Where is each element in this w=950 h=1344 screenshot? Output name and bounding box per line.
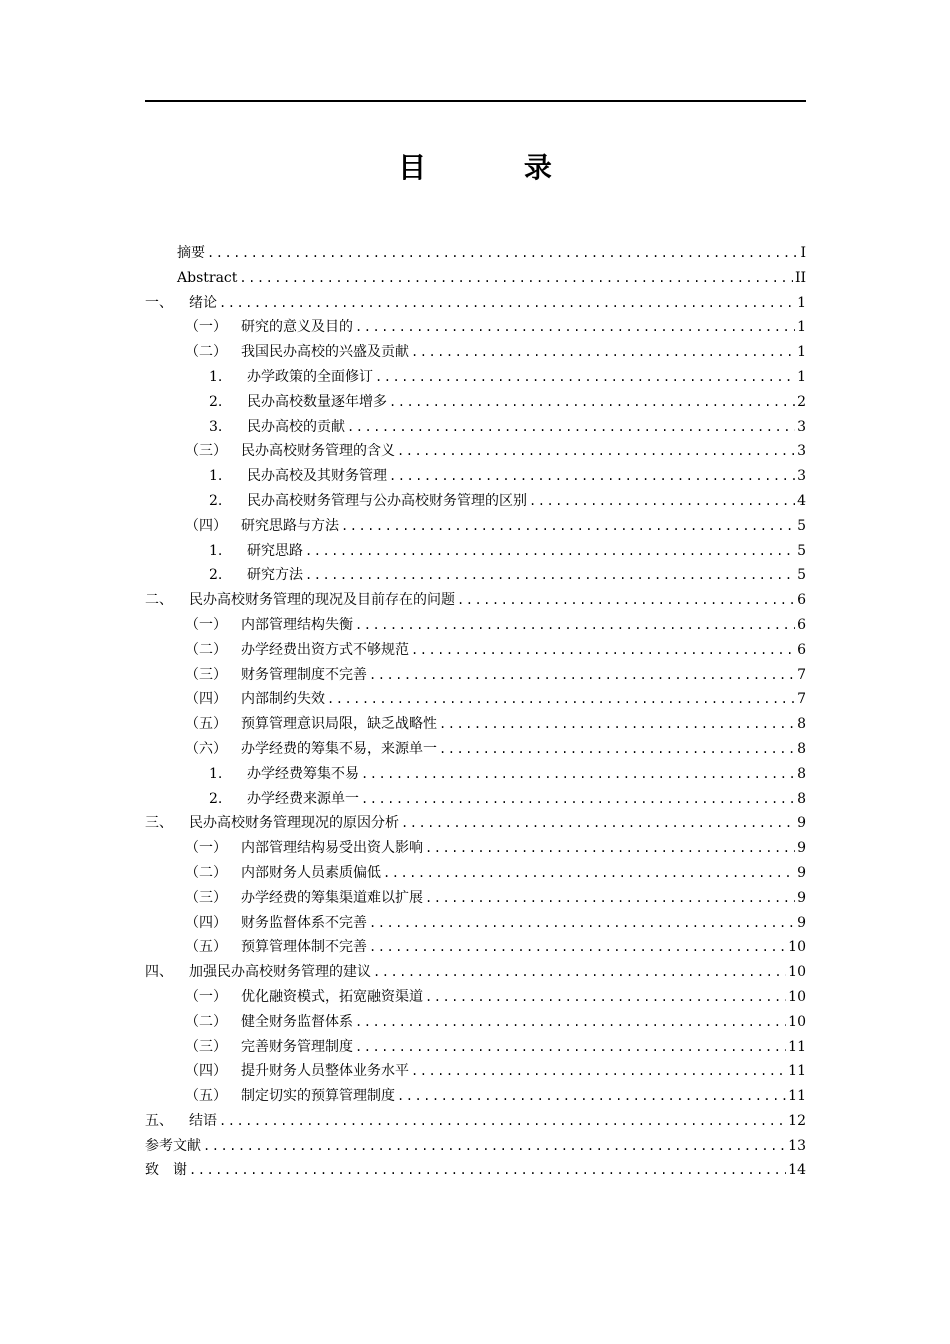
toc-entry[interactable] [145, 1059, 806, 1084]
toc-entry-label [145, 960, 371, 985]
toc-entry-number: 1. [209, 368, 223, 385]
toc-dot-leader [369, 935, 786, 960]
toc-entry[interactable] [145, 365, 806, 390]
toc-entry[interactable] [145, 315, 806, 340]
toc-dot-leader [383, 861, 795, 886]
toc-entry-number: 2. [209, 393, 223, 410]
toc-entry-text: 办学经费的筹集不易，来源单一 [241, 740, 437, 757]
toc-dot-leader [347, 415, 795, 440]
toc-entry-page: 12 [788, 1112, 806, 1129]
toc-entry-text: 我国民办高校的兴盛及贡献 [241, 344, 409, 361]
toc-dot-leader [341, 514, 795, 539]
toc-entry[interactable] [145, 762, 806, 787]
toc-entry-number: 五、 [145, 1112, 173, 1129]
toc-entry-page: 14 [788, 1162, 806, 1179]
toc-entry-page: 3 [797, 443, 806, 460]
toc-entry-text: 民办高校财务管理现况的原因分析 [189, 815, 399, 832]
toc-entry-label [185, 1010, 353, 1035]
toc-entry-page: 4 [797, 492, 806, 509]
toc-entry-label [145, 291, 217, 316]
toc-entry-number: （四） [185, 914, 227, 931]
toc-dot-leader [239, 266, 793, 291]
toc-entry-label [185, 315, 353, 340]
toc-dot-leader [411, 638, 795, 663]
toc-entry-page: 10 [788, 1013, 806, 1030]
toc-entry-page: 2 [797, 393, 806, 410]
toc-entry-number: （二） [185, 344, 227, 361]
toc-entry-text: 致 谢 [145, 1162, 187, 1179]
toc-dot-leader [439, 737, 795, 762]
toc-entry-text: 摘要 [177, 245, 205, 261]
toc-entry-text: 参考文献 [145, 1137, 201, 1154]
toc-dot-leader [355, 315, 795, 340]
toc-entry[interactable] [145, 588, 806, 613]
toc-entry-text: 办学政策的全面修订 [247, 368, 373, 385]
toc-entry-number: （一） [185, 988, 227, 1005]
toc-entry-number: （三） [185, 889, 227, 906]
toc-entry[interactable] [145, 811, 806, 836]
toc-entry-text: 办学经费出资方式不够规范 [241, 641, 409, 658]
toc-entry-text: 财务监督体系不完善 [241, 914, 367, 931]
toc-dot-leader [327, 687, 795, 712]
toc-entry[interactable] [145, 539, 806, 564]
toc-entry-label [185, 638, 409, 663]
toc-entry-text: 研究的意义及目的 [241, 319, 353, 336]
toc-entry-text: 完善财务管理制度 [241, 1038, 353, 1055]
toc-entry-label [209, 563, 303, 588]
toc-entry[interactable] [145, 266, 806, 291]
toc-entry-page: I [800, 245, 806, 261]
toc-dot-leader [439, 712, 795, 737]
toc-entry[interactable] [145, 911, 806, 936]
toc-entry-label [185, 1084, 395, 1109]
toc-entry[interactable] [145, 489, 806, 514]
toc-entry-number: 二、 [145, 592, 173, 609]
toc-entry-page: 10 [788, 988, 806, 1005]
toc-entry-label [209, 489, 527, 514]
toc-entry-label [185, 861, 381, 886]
toc-entry-label [209, 464, 387, 489]
toc-entry-page: 10 [788, 964, 806, 981]
toc-entry-page: 9 [797, 864, 806, 881]
toc-entry-number: （五） [185, 716, 227, 733]
toc-dot-leader [207, 241, 798, 266]
toc-entry-label [145, 811, 399, 836]
toc-dot-leader [373, 960, 786, 985]
toc-entry-number: （六） [185, 740, 227, 757]
toc-entry[interactable] [145, 415, 806, 440]
toc-entry-text: 加强民办高校财务管理的建议 [189, 964, 371, 981]
toc-entry-number: （四） [185, 691, 227, 708]
toc-entry-text: 研究思路与方法 [241, 517, 339, 534]
header-rule [145, 100, 806, 102]
toc-entry[interactable] [145, 439, 806, 464]
toc-entry[interactable] [145, 836, 806, 861]
toc-entry-page: 13 [788, 1137, 806, 1154]
toc-entry-page: 11 [788, 1063, 806, 1080]
toc-entry-text: 结语 [189, 1112, 217, 1129]
toc-entry-number: （五） [185, 939, 227, 956]
toc-entry-page: 1 [797, 368, 806, 385]
toc-entry-label [185, 935, 367, 960]
toc-entry-page: 9 [797, 840, 806, 857]
toc-entry-label [185, 1035, 353, 1060]
toc-entry-text: 预算管理体制不完善 [241, 939, 367, 956]
toc-entry-page: 7 [797, 691, 806, 708]
toc-dot-leader [219, 1109, 786, 1134]
toc-dot-leader [529, 489, 795, 514]
toc-entry[interactable] [145, 464, 806, 489]
toc-entry[interactable] [145, 935, 806, 960]
toc-entry-page: 11 [788, 1038, 806, 1055]
toc-dot-leader [425, 836, 795, 861]
toc-entry-number: （三） [185, 666, 227, 683]
toc-entry-label [145, 1109, 217, 1134]
toc-entry-number: （四） [185, 517, 227, 534]
toc-entry[interactable] [145, 712, 806, 737]
toc-entry[interactable] [145, 514, 806, 539]
toc-dot-leader [411, 1059, 786, 1084]
toc-entry-text: Abstract [177, 269, 238, 286]
toc-entry-number: 2. [209, 790, 223, 807]
toc-entry-label [209, 365, 373, 390]
toc-entry-page: 5 [797, 517, 806, 534]
toc-dot-leader [389, 464, 795, 489]
toc-entry-page: 1 [797, 319, 806, 336]
toc-entry[interactable] [145, 638, 806, 663]
toc-entry-page: 9 [797, 815, 806, 832]
toc-entry-label [177, 266, 237, 291]
toc-dot-leader [361, 762, 795, 787]
toc-entry-label [185, 340, 409, 365]
toc-entry-page: 8 [797, 765, 806, 782]
toc-entry-number: （四） [185, 1063, 227, 1080]
toc-entry-label [209, 415, 345, 440]
toc-entry-number: 1. [209, 542, 223, 559]
toc-dot-leader [361, 787, 795, 812]
toc-entry-number: 四、 [145, 964, 173, 981]
toc-dot-leader [189, 1158, 786, 1183]
toc-entry[interactable] [145, 340, 806, 365]
toc-entry-text: 绪论 [189, 294, 217, 311]
toc-entry-label [145, 1158, 187, 1183]
toc-entry-page: 11 [788, 1088, 806, 1105]
toc-entry[interactable] [145, 737, 806, 762]
toc-entry-page: 5 [797, 542, 806, 559]
toc-entry-label [209, 390, 387, 415]
toc-dot-leader [203, 1134, 786, 1159]
toc-entry-number: 1. [209, 765, 223, 782]
toc-entry-text: 办学经费来源单一 [247, 790, 359, 807]
toc-entry-page: 8 [797, 740, 806, 757]
toc-entry-label [145, 588, 455, 613]
toc-entry[interactable] [145, 687, 806, 712]
toc-entry-label [185, 663, 367, 688]
toc-entry-text: 办学经费筹集不易 [247, 765, 359, 782]
toc-dot-leader [389, 390, 795, 415]
toc-entry-text: 办学经费的筹集渠道难以扩展 [241, 889, 423, 906]
toc-entry-label [185, 886, 423, 911]
toc-dot-leader [305, 563, 795, 588]
toc-entry-text: 预算管理意识局限，缺乏战略性 [241, 716, 437, 733]
toc-entry[interactable] [145, 861, 806, 886]
toc-entry-text: 民办高校的贡献 [247, 418, 345, 435]
toc-dot-leader [369, 911, 795, 936]
toc-entry[interactable] [145, 613, 806, 638]
toc-entry-text: 财务管理制度不完善 [241, 666, 367, 683]
toc-entry[interactable] [145, 960, 806, 985]
toc-entry-text: 内部管理结构失衡 [241, 616, 353, 633]
toc-entry-label [185, 613, 353, 638]
toc-dot-leader [411, 340, 795, 365]
toc-entry-number: （二） [185, 1013, 227, 1030]
toc-entry-label [185, 836, 423, 861]
toc-entry-number: 2. [209, 492, 223, 509]
toc-entry-page: II [794, 269, 806, 286]
toc-entry-number: 一、 [145, 294, 173, 311]
toc-entry-text: 民办高校数量逐年增多 [247, 393, 387, 410]
toc-entry-page: 6 [797, 592, 806, 609]
toc-entry-text: 内部制约失效 [241, 691, 325, 708]
table-of-contents [145, 241, 806, 1183]
toc-entry-text: 优化融资模式，拓宽融资渠道 [241, 988, 423, 1005]
toc-entry[interactable] [145, 787, 806, 812]
toc-entry-number: （三） [185, 1038, 227, 1055]
toc-dot-leader [375, 365, 795, 390]
toc-entry-page: 6 [797, 641, 806, 658]
toc-entry[interactable] [145, 985, 806, 1010]
toc-entry-page: 1 [797, 344, 806, 361]
toc-entry-label [209, 539, 303, 564]
toc-entry-page: 10 [788, 939, 806, 956]
toc-entry[interactable] [145, 291, 806, 316]
toc-entry-page: 1 [797, 294, 806, 311]
toc-entry-page: 8 [797, 716, 806, 733]
toc-dot-leader [397, 439, 795, 464]
toc-entry[interactable] [145, 1084, 806, 1109]
toc-entry[interactable] [145, 886, 806, 911]
toc-entry-label [209, 762, 359, 787]
toc-entry-text: 研究方法 [247, 567, 303, 584]
toc-entry-number: 三、 [145, 815, 173, 832]
toc-entry-number: 3. [209, 418, 223, 435]
toc-entry[interactable] [145, 1158, 806, 1183]
toc-dot-leader [355, 1035, 786, 1060]
toc-entry-label [185, 439, 395, 464]
toc-entry-label [185, 712, 437, 737]
toc-entry[interactable] [145, 663, 806, 688]
toc-dot-leader [425, 985, 786, 1010]
toc-dot-leader [369, 663, 795, 688]
toc-entry-number: （五） [185, 1088, 227, 1105]
toc-entry-page: 8 [797, 790, 806, 807]
toc-entry[interactable] [145, 1010, 806, 1035]
toc-dot-leader [425, 886, 795, 911]
toc-dot-leader [397, 1084, 786, 1109]
toc-entry[interactable] [145, 1109, 806, 1134]
toc-entry-page: 5 [797, 567, 806, 584]
toc-entry-text: 提升财务人员整体业务水平 [241, 1063, 409, 1080]
toc-entry-number: （一） [185, 319, 227, 336]
toc-entry-label [209, 787, 359, 812]
toc-entry-number: （一） [185, 616, 227, 633]
toc-entry-label [185, 911, 367, 936]
toc-entry-label [185, 1059, 409, 1084]
toc-entry-page: 9 [797, 889, 806, 906]
toc-entry-page: 6 [797, 616, 806, 633]
toc-entry-number: （一） [185, 840, 227, 857]
toc-entry-text: 民办高校及其财务管理 [247, 468, 387, 485]
toc-dot-leader [305, 539, 795, 564]
toc-entry-page: 9 [797, 914, 806, 931]
toc-entry[interactable] [145, 1035, 806, 1060]
toc-entry-text: 研究思路 [247, 542, 303, 559]
toc-entry-page: 3 [797, 418, 806, 435]
toc-entry[interactable] [145, 1134, 806, 1159]
toc-dot-leader [355, 1010, 786, 1035]
toc-entry-label [185, 687, 325, 712]
page-title: 目 录 [398, 151, 596, 184]
toc-entry-label [145, 1134, 201, 1159]
toc-entry-number: 1. [209, 468, 223, 485]
toc-entry[interactable] [145, 563, 806, 588]
toc-entry-text: 民办高校财务管理与公办高校财务管理的区别 [247, 492, 527, 509]
toc-entry-text: 民办高校财务管理的现况及目前存在的问题 [189, 592, 455, 609]
toc-entry-text: 民办高校财务管理的含义 [241, 443, 395, 460]
toc-entry-label [177, 241, 205, 266]
toc-entry-label [185, 737, 437, 762]
toc-entry-page: 7 [797, 666, 806, 683]
toc-dot-leader [219, 291, 795, 316]
toc-dot-leader [401, 811, 795, 836]
toc-entry-label [185, 985, 423, 1010]
toc-entry-page: 3 [797, 468, 806, 485]
toc-entry-label [185, 514, 339, 539]
toc-entry-text: 制定切实的预算管理制度 [241, 1088, 395, 1105]
toc-entry-number: 2. [209, 567, 223, 584]
toc-entry-text: 内部管理结构易受出资人影响 [241, 840, 423, 857]
toc-entry-text: 内部财务人员素质偏低 [241, 864, 381, 881]
toc-entry-number: （三） [185, 443, 227, 460]
toc-entry-number: （二） [185, 864, 227, 881]
toc-entry-number: （二） [185, 641, 227, 658]
toc-entry[interactable] [145, 390, 806, 415]
toc-entry-text: 健全财务监督体系 [241, 1013, 353, 1030]
toc-dot-leader [457, 588, 795, 613]
toc-dot-leader [355, 613, 795, 638]
toc-entry[interactable] [145, 241, 806, 266]
